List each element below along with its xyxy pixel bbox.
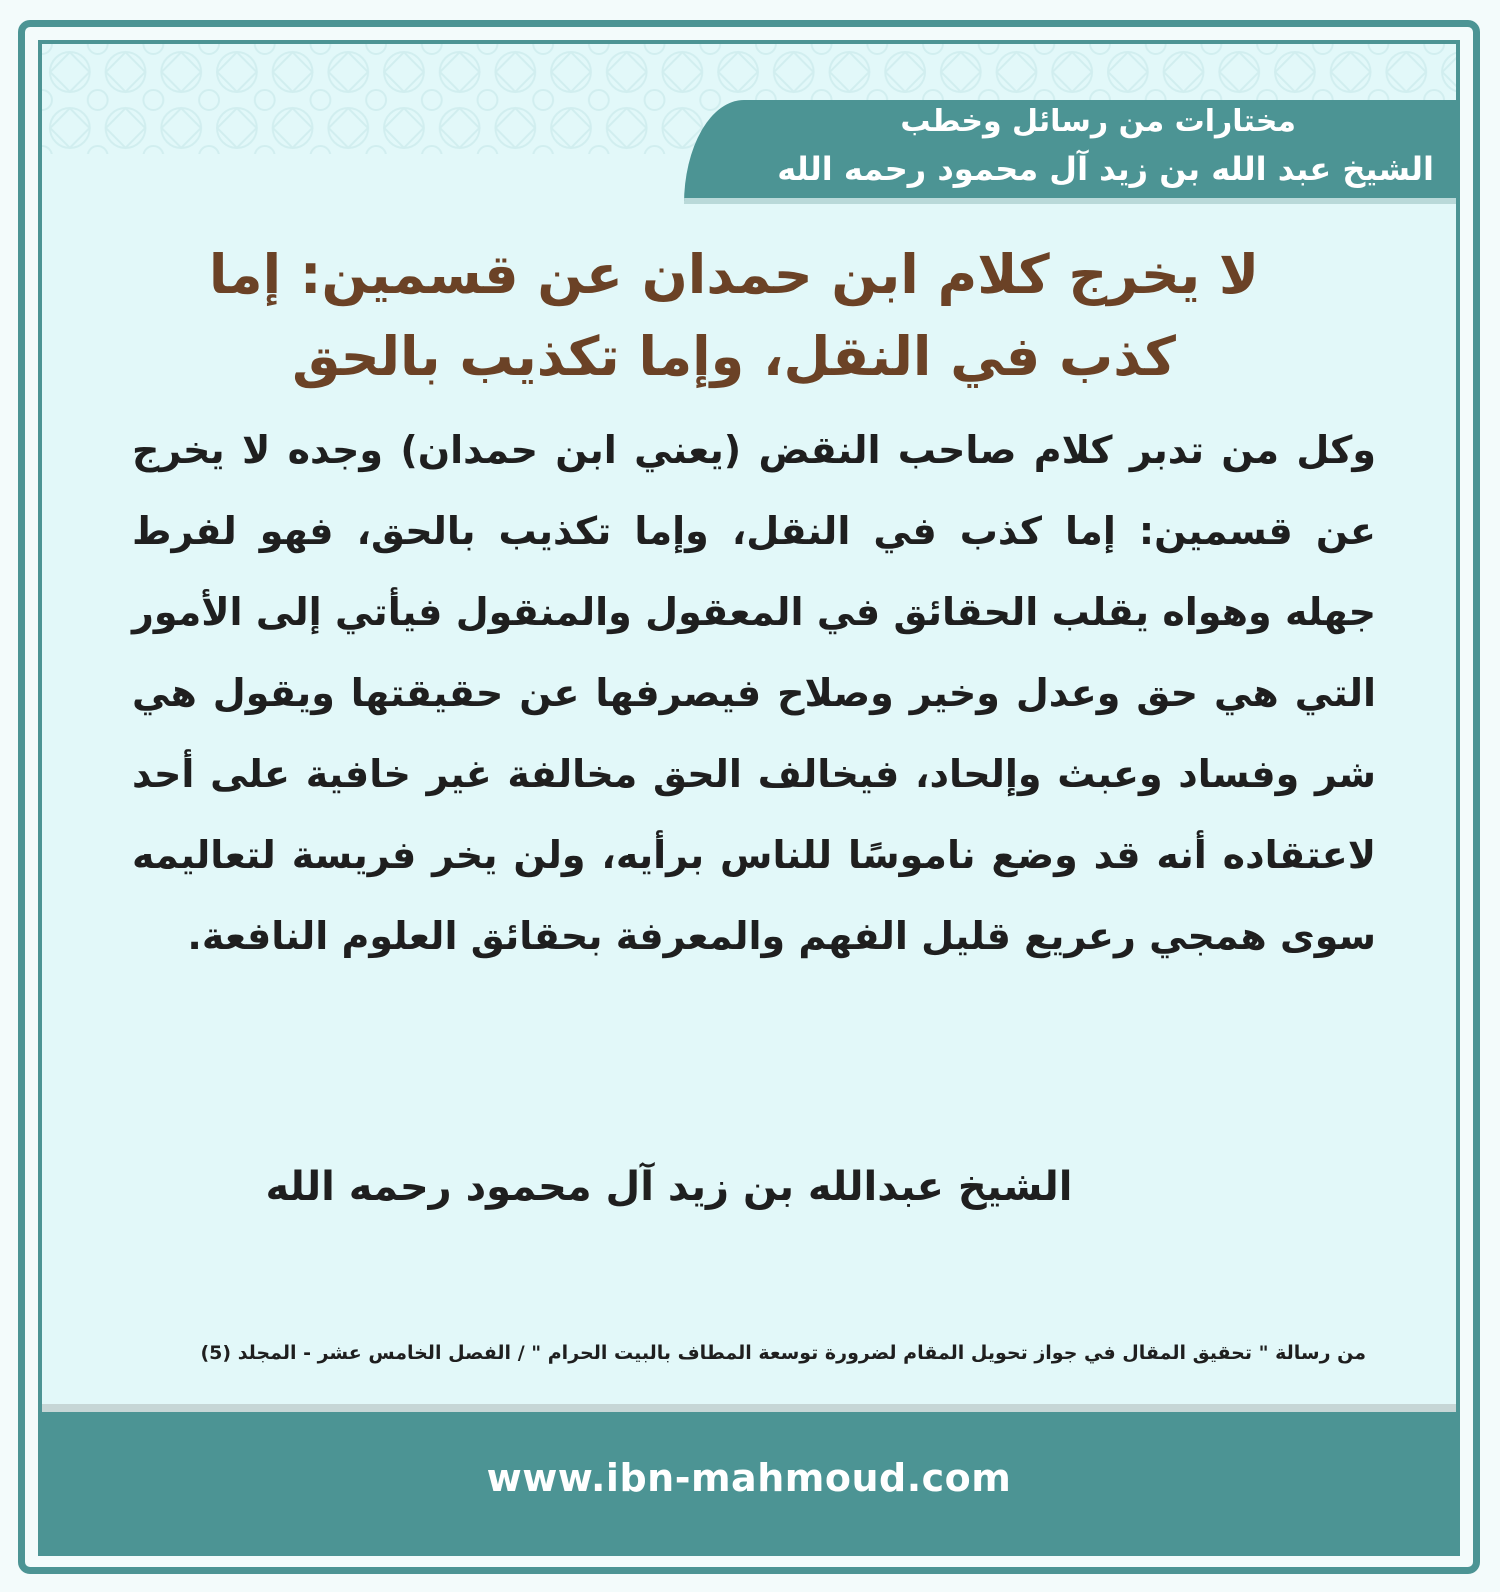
- footer-divider: [42, 1404, 1456, 1412]
- footer-bar: [42, 1412, 1456, 1556]
- header-ribbon: [684, 100, 1456, 204]
- signature: الشيخ عبدالله بن زيد آل محمود رحمه الله: [265, 1164, 1073, 1210]
- website-link[interactable]: www.ibn-mahmoud.com: [486, 1456, 1012, 1500]
- source-citation: من رسالة " تحقيق المقال في جواز تحويل المقام لضرورة توسعة المطاف بالبيت الحرام " / الفصل الخامس عشر - المجلد (5): [200, 1342, 1366, 1364]
- series-title: مختارات من رسائل وخطب: [900, 104, 1296, 139]
- header-author: الشيخ عبد الله بن زيد آل محمود رحمه الله: [777, 150, 1434, 188]
- card: [38, 40, 1460, 1556]
- quote-title: لا يخرج كلام ابن حمدان عن قسمين: إما كذب في النقل، وإما تكذيب بالحق: [208, 243, 1260, 388]
- quote-body: وكل من تدبر كلام صاحب النقض (يعني ابن حمدان) وجده لا يخرج عن قسمين: إما كذب في النقل، وإما تكذيب بالحق، فهو لفرط جهله وهواه يقلب الحقائق في المعقول والمنقول فيأتي إلى الأمور التي هي حق وعدل وخير وصلاح فيصرفها عن حقيقتها ويقول هي شر وفساد وعبث وإلحاد، فيخالف الحق مخالفة غير خافية على أحد لاعتقاده أنه قد وضع ناموسًا للناس برأيه، ولن يخر فريسة لتعاليمه سوى همجي رعريع قليل الفهم والمعرفة بحقائق العلوم النافعة.: [132, 428, 1376, 958]
